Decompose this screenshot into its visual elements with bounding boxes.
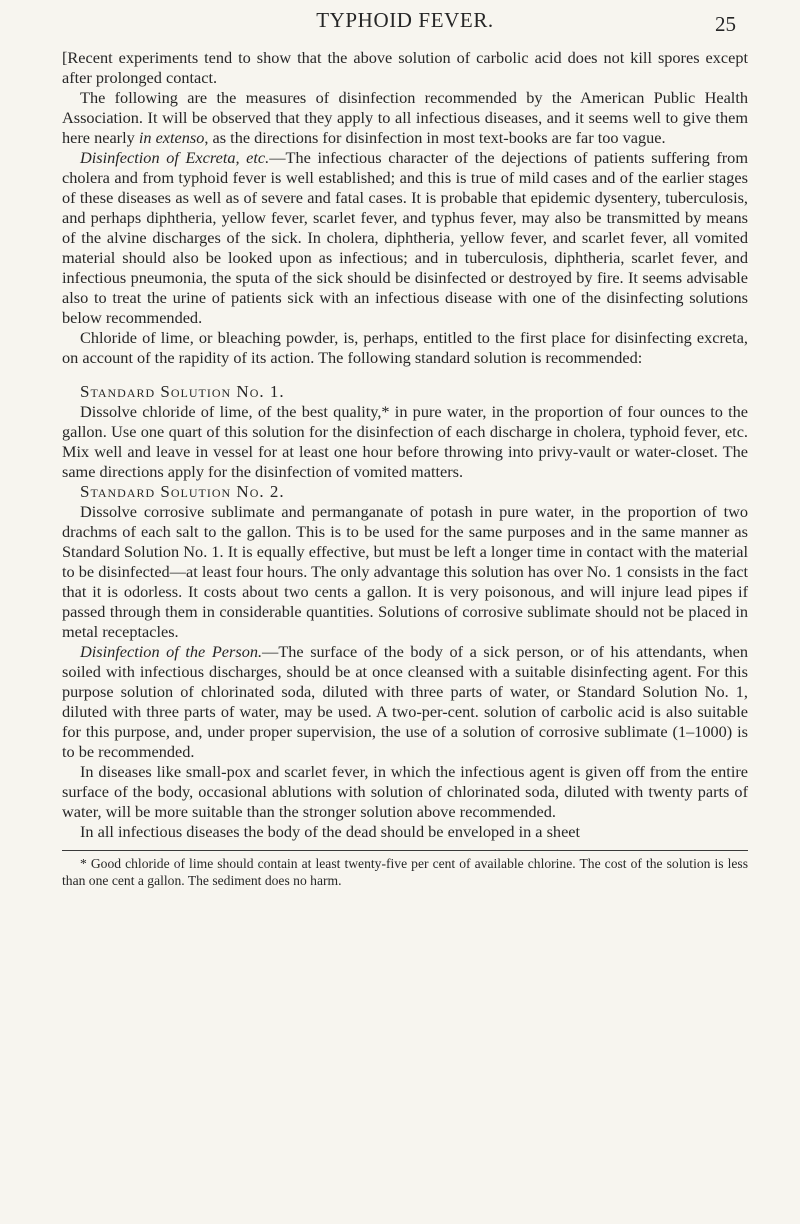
paragraph-person-body: —The surface of the body of a sick person, or of his attendants, when soiled with infectious discharges, should be at once cleansed with a suitable disinfecting agent. For this purpose solution of chlorinated soda, diluted with three parts of water, or Standard Solution No. 1, diluted with three parts of water, may be used. A two-per-cent. solution of carbolic acid is also suitable for this purpose, and, under proper supervision, the use of a solution of corrosive sublimate (1–1000) is to be recommended.	[62, 642, 749, 761]
paragraph-person-lead: Disinfection of the Person.	[80, 642, 263, 661]
paragraph-excreta-lead: Disinfection of Excreta, etc.	[80, 148, 270, 167]
paragraph-dead-body: In all infectious diseases the body of the dead should be enveloped in a sheet	[80, 822, 581, 841]
paragraph-measures-text-b: , as the directions for disinfection in most text-books are far too vague.	[204, 128, 666, 147]
footnote: * Good chloride of lime should contain at least twenty-five per cent of available chlorine. The cost of the solution is less than one cent a gallon. The sediment does no harm.	[62, 856, 748, 888]
paragraph-measures-latin: in extenso	[138, 128, 205, 147]
heading-standard-solution-2: Standard Solution No. 2.	[80, 482, 285, 501]
body-text	[62, 48, 748, 842]
paragraph-small-pox: In diseases like small-pox and scarlet fever, in which the infectious agent is given off from the entire surface of the body, occasional ablutions with solution of chlorinated soda, diluted with twenty parts of water, will be more suitable than the stronger solution above recommended.	[62, 762, 748, 821]
heading-standard-solution-1: Standard Solution No. 1.	[80, 382, 285, 401]
paragraph-excreta	[62, 148, 748, 328]
paragraph-solution-2: Dissolve corrosive sublimate and permanganate of potash in pure water, in the proportion of two drachms of each salt to the gallon. This is to be used for the same purposes and in the same manner as Standard Solution No. 1. It is equally effective, but must be left a longer time in contact with the material to be disinfected—at least four hours. The only advantage this solution has over No. 1 consists in the fact that it is odorless. It costs about two cents a gallon. It is very poisonous, and will injure lead pipes if passed through them in considerable quantities. Solutions of corrosive sublimate should not be placed in metal receptacles.	[62, 502, 748, 641]
page-number: 25	[715, 12, 736, 36]
footnote-rule	[62, 850, 748, 851]
running-title: TYPHOID FEVER.	[316, 8, 494, 32]
paragraph-person	[62, 642, 748, 762]
paragraph-measures	[62, 88, 748, 148]
running-head	[62, 0, 748, 48]
paragraph-measures-text-a: The following are the measures of disinfection recommended by the American Public Health Association. It will be observed that they apply to all infectious diseases, and it seems well to give them here nearly	[62, 88, 748, 147]
paragraph-chloride-of-lime: Chloride of lime, or bleaching powder, is, perhaps, entitled to the first place for disinfecting excreta, on account of the rapidity of its action. The following standard solution is recommended:	[62, 328, 748, 367]
paragraph-excreta-body: —The infectious character of the dejections of patients suffering from cholera and from typhoid fever is well established; and this is true of mild cases and of the earlier stages of these diseases as well as of severe and fatal cases. It is probable that epidemic dysentery, tuberculosis, and perhaps diphtheria, yellow fever, scarlet fever, and typhus fever, may also be transmitted by means of the alvine discharges of the sick. In cholera, diphtheria, yellow fever, and scarlet fever, all vomited material should also be looked upon as infectious; and in tuberculosis, diphtheria, scarlet fever, and infectious pneumonia, the sputa of the sick should be disinfected or destroyed by fire. It seems advisable also to treat the urine of patients sick with an infectious disease with one of the disinfecting solutions below recommended.	[62, 148, 748, 327]
paragraph-solution-1: Dissolve chloride of lime, of the best quality,* in pure water, in the proportion of four ounces to the gallon. Use one quart of this solution for the disinfection of each discharge in cholera, typhoid fever, etc. Mix well and leave in vessel for at least one hour before throwing into privy-vault or water-closet. The same directions apply for the disinfection of vomited matters.	[62, 402, 748, 481]
paragraph-recent-experiments: [Recent experiments tend to show that the above solution of carbolic acid does not kill spores except after prolonged contact.	[62, 48, 748, 87]
